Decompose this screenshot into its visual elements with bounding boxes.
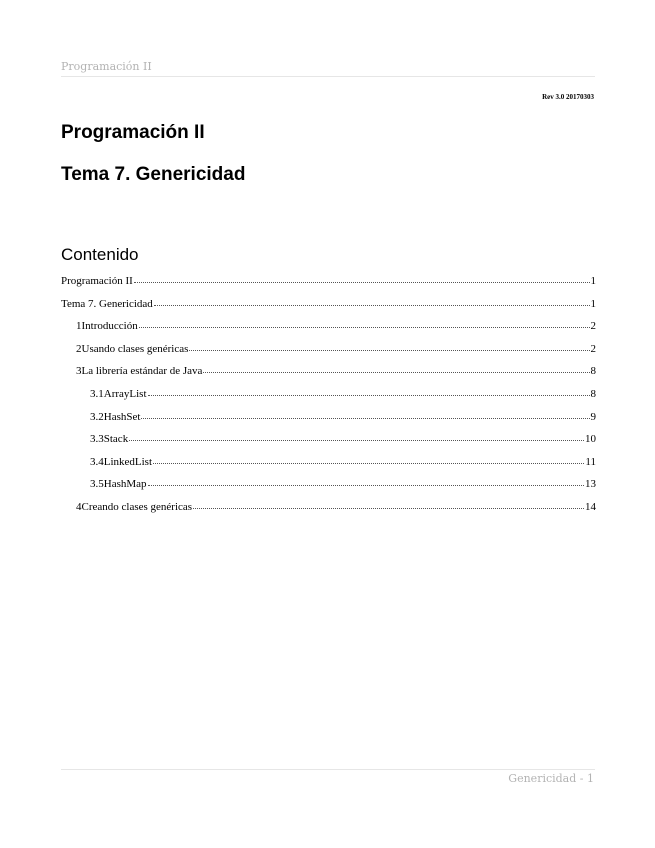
toc-leader-dots (193, 508, 584, 509)
toc-entry-label[interactable]: 3.4LinkedList (90, 455, 153, 468)
toc-entry-page[interactable]: 10 (585, 433, 596, 446)
toc-entry[interactable] (61, 360, 596, 383)
header-divider (61, 76, 595, 77)
toc-entry-page[interactable]: 9 (590, 410, 596, 423)
document-subtitle: Tema 7. Genericidad (61, 164, 246, 185)
toc-entry[interactable] (61, 496, 596, 519)
toc-entry-label[interactable]: 3.5HashMap (90, 478, 147, 491)
toc-entry-page[interactable]: 8 (590, 387, 596, 400)
toc-entry-page[interactable]: 1 (590, 275, 596, 287)
toc-leader-dots (148, 485, 584, 486)
toc-entry-page[interactable]: 13 (585, 478, 596, 491)
toc-entry-page[interactable]: 14 (585, 500, 596, 513)
footer-divider (61, 769, 595, 770)
toc-entry-label[interactable]: 2Usando clases genéricas (76, 342, 189, 355)
toc-entry-label[interactable]: 3La librería estándar de Java (76, 365, 203, 378)
revision-label: Rev 3.0 20170303 (542, 93, 594, 101)
toc-entry-label[interactable]: Programación II (61, 275, 133, 287)
toc-leader-dots (141, 418, 589, 419)
toc-entry[interactable] (61, 451, 596, 474)
toc-entry-label[interactable]: 3.2HashSet (90, 410, 141, 423)
toc-entry[interactable] (61, 293, 596, 316)
toc-entry-label[interactable]: Tema 7. Genericidad (61, 297, 153, 310)
toc-entry[interactable] (61, 338, 596, 361)
page-footer: Genericidad - 1 (508, 772, 594, 785)
toc-leader-dots (203, 372, 589, 373)
toc-entry-label[interactable]: 1Introducción (76, 320, 138, 333)
toc-leader-dots (189, 350, 589, 351)
toc-entry[interactable] (61, 473, 596, 496)
toc-entry-page[interactable]: 2 (590, 320, 596, 333)
toc-entry-page[interactable]: 2 (590, 342, 596, 355)
running-header: Programación II (61, 60, 152, 73)
toc-entry-label[interactable]: 4Creando clases genéricas (76, 500, 193, 513)
table-of-contents (61, 270, 596, 519)
toc-entry[interactable] (61, 315, 596, 338)
toc-leader-dots (139, 327, 590, 328)
toc-entry-label[interactable]: 3.3Stack (90, 433, 129, 446)
toc-heading: Contenido (61, 245, 139, 264)
toc-entry[interactable] (61, 406, 596, 429)
toc-entry[interactable] (61, 383, 596, 406)
toc-leader-dots (148, 395, 590, 396)
toc-leader-dots (129, 440, 584, 441)
toc-leader-dots (153, 463, 584, 464)
toc-entry-page[interactable]: 1 (590, 297, 596, 310)
document-title: Programación II (61, 122, 205, 143)
toc-entry[interactable] (61, 270, 596, 293)
toc-leader-dots (134, 282, 590, 283)
toc-leader-dots (154, 305, 590, 306)
toc-entry-label[interactable]: 3.1ArrayList (90, 387, 147, 400)
toc-entry-page[interactable]: 8 (590, 365, 596, 378)
toc-entry-page[interactable]: 11 (585, 455, 596, 468)
toc-entry[interactable] (61, 428, 596, 451)
